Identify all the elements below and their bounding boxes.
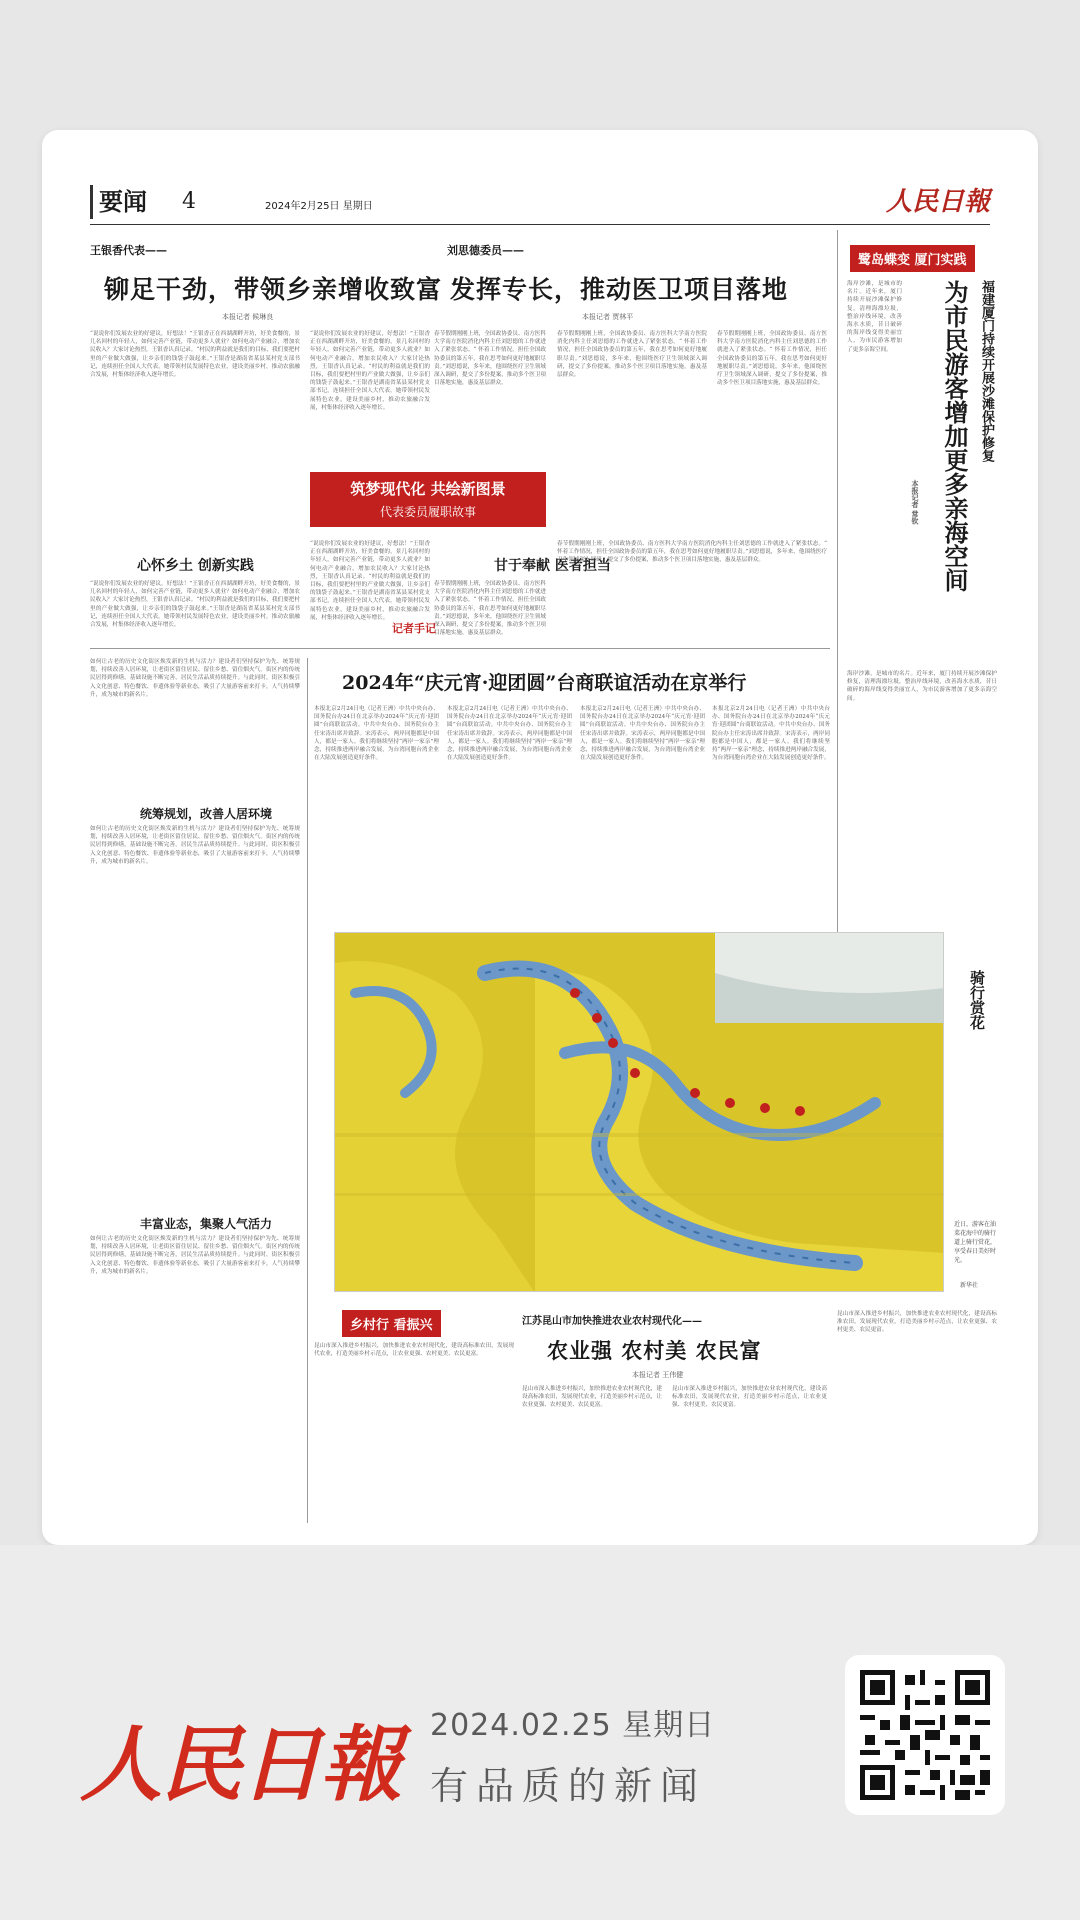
village-section-intro: 昆山市深入推进乡村振兴，加快推进农业农村现代化，建设高标准农田，发展现代农业，打造美丽乡村示范点，让农业更强、农村更美、农民更富。 <box>314 1343 514 1358</box>
reporter-note-label: 记者手记 <box>392 622 436 635</box>
left-subhead-text-cont: “说说你们发展农业的好建议，好想法！”王银香正在西湖湖畔开坊，好美食餐的，景几名回村的年轻人，如何完善产业链，带动更多人就业？如何电动产业融合，增加农民收入？大家讨论热烈，王银香认真记录。“村民的利益就是我们的目标，我们要把村里的产业做大做强，让乡亲们的钱袋子鼓起来。”王银香是湖南省某县某村党支部书记，连续担任全国人大代表。她带领村民发展特色农业，建设美丽乡村，推动农旅融合发展，村集体经济收入逐年增长。 <box>310 541 430 621</box>
main-story-body-col2: 本报北京2月24日电（记者王洲）中共中央台办、国务院台办24日在北京举办2024年“庆元宵·迎团圆”台商联谊活动。中共中央台办、国务院台办主任宋涛出席并致辞。宋涛表示，两岸同胞都是中国人，都是一家人。我们将继续坚持“两岸一家亲”理念，持续推进两岸融合发展，为台湾同胞台湾企业在大陆发展创造更好条件。 <box>447 706 572 762</box>
series-banner <box>310 472 546 527</box>
village-section-tag: 乡村行 看振兴 <box>342 1310 441 1337</box>
right-column-headline: 为市民游客增加更多亲海空间 <box>940 280 969 592</box>
banner-line2: 代表委员履职故事 <box>379 505 476 519</box>
left-subhead: 心怀乡土 创新实践 <box>137 558 254 574</box>
qr-code[interactable] <box>845 1655 1005 1815</box>
left-feature-body-cont: “说说你们发展农业的好建议，好想法！”王银香正在西湖湖畔开坊，好美食餐的，景几名回村的年轻人，如何完善产业链，带动更多人就业？如何电动产业融合，增加农民收入？大家讨论热烈，王银香认真记录。“村民的利益就是我们的目标，我们要把村里的产业做大做强，让乡亲们的钱袋子鼓起来。”王银香是湖南省某县某村党支部书记，连续担任全国人大代表。她带领村民发展特色农业，建设美丽乡村，推动农旅融合发展，村集体经济收入逐年增长。 <box>310 331 430 411</box>
brand-logo: 人民日報 <box>80 1717 400 1813</box>
right-subhead-text: 春节假期刚刚上班，全国政协委员、南方医科大学南方医院消化内科主任刘思德的工作就进入了紧张状态。“ 怀着工作情况，担任全国政协委员的第五年，我在思考如何更好地履职尽责。”刘思德说，多年来，他围绕医疗卫生领域深入调研，提交了多份提案，推动多个医卫项目落地实施，惠及基层群众。 <box>434 581 546 637</box>
banner-line1: 筑梦现代化 共绘新图景 <box>350 480 506 498</box>
right-subhead: 甘于奉献 医者担当 <box>494 558 611 574</box>
village-section-byline: 本报记者 王伟健 <box>632 1371 684 1379</box>
left-column-body2: 如何让古老的历史文化街区焕发新的生机与活力？建设者们坚持保护为先、统筹规划，持续改善人居环境，让老街区留住居民、留住乡愁、留住烟火气。街区内的传统民居得到修缮，基础设施不断完善，居民生活品质持续提升。与此同时，街区积极引入文化创意、特色餐饮、非遗体验等新业态，吸引了大量游客前来打卡，人气持续攀升，成为城市的新名片。 <box>90 1236 300 1275</box>
right-column-kicker: 福建厦门持续开展沙滩保护修复 <box>979 280 994 462</box>
right-column-tag: 鹭岛蝶变 厦门实践 <box>850 245 975 272</box>
left-subhead-text: “说说你们发展农业的好建议，好想法！”王银香正在西湖湖畔开坊，好美食餐的，景几名回村的年轻人，如何完善产业链，带动更多人就业？如何电动产业融合，增加农民收入？大家讨论热烈，王银香认真记录。“村民的利益就是我们的目标，我们要把村里的产业做大做强，让乡亲们的钱袋子鼓起来。”王银香是湖南省某县某村党支部书记，连续担任全国人大代表。她带领村民发展特色农业，建设美丽乡村，推动农旅融合发展，村集体经济收入逐年增长。 <box>90 581 300 629</box>
footer-date: 2024.02.25 星期日 <box>430 1708 716 1743</box>
left-feature-byline: 本报记者 候琳良 <box>222 313 274 321</box>
photo-caption: 近日，游客在油菜花海中的骑行道上骑行赏花，享受春日美好时光。 <box>954 1221 997 1264</box>
page-number: 4 <box>182 189 196 214</box>
right-feature-byline: 本报记者 贾林平 <box>582 313 634 321</box>
village-section-body-col3: 昆山市深入推进乡村振兴，加快推进农业农村现代化，建设高标准农田，发展现代农业，打造美丽乡村示范点，让农业更强、农村更美、农民更富。 <box>837 1311 997 1334</box>
right-column-byline: 本报记者 常钦 <box>911 480 920 525</box>
page-header <box>90 185 990 225</box>
newspaper-page <box>42 130 1038 1545</box>
village-section-kicker: 江苏昆山市加快推进农业农村现代化—— <box>522 1316 702 1327</box>
right-column-body: 海岸沙滩，是城市的名片。近年来，厦门持续开展沙滩保护修复，清理海漂垃圾，整治岸线环境，改善海水水质，昔日破碎的海岸线变得美丽宜人，为市民游客增加了更多亲海空间。 <box>847 281 902 353</box>
left-column-divider <box>307 658 308 1523</box>
main-story-headline: 2024年“庆元宵·迎团圆”台商联谊活动在京举行 <box>342 672 747 694</box>
right-column-body-cont: 海岸沙滩，是城市的名片。近年来，厦门持续开展沙滩保护修复，清理海漂垃圾，整治岸线环境，改善海水水质，昔日破碎的海岸线变得美丽宜人，为市民游客增加了更多亲海空间。 <box>847 671 997 702</box>
section-name: 要闻 <box>90 185 147 219</box>
left-column-subhead2: 丰富业态，集聚人气活力 <box>140 1217 273 1231</box>
right-feature-body-cont: 春节假期刚刚上班，全国政协委员、南方医科大学南方医院消化内科主任刘思德的工作就进入了紧张状态。“ 怀着工作情况，担任全国政协委员的第五年，我在思考如何更好地履职尽责。”刘思德说，多年来，他围绕医疗卫生领域深入调研，提交了多份提案，推动多个医卫项目落地实施，惠及基层群众。 <box>557 331 707 379</box>
masthead-logo: 人民日報 <box>885 187 990 217</box>
qr-code-graphic <box>860 1670 990 1800</box>
main-story-body-col3: 本报北京2月24日电（记者王洲）中共中央台办、国务院台办24日在北京举办2024年“庆元宵·迎团圆”台商联谊活动。中共中央台办、国务院台办主任宋涛出席并致辞。宋涛表示，两岸同胞都是中国人，都是一家人。我们将继续坚持“两岸一家亲”理念，持续推进两岸融合发展，为台湾同胞台湾企业在大陆发展创造更好条件。 <box>580 706 705 762</box>
right-feature-body: 春节假期刚刚上班，全国政协委员、南方医科大学南方医院消化内科主任刘思德的工作就进入了紧张状态。“ 怀着工作情况，担任全国政协委员的第五年，我在思考如何更好地履职尽责。”刘思德说，多年来，他围绕医疗卫生领域深入调研，提交了多份提案，推动多个医卫项目落地实施，惠及基层群众。 <box>434 331 546 387</box>
photo-credit: 新华社 <box>960 1282 979 1289</box>
main-story-body-col1: 本报北京2月24日电（记者王洲）中共中央台办、国务院台办24日在北京举办2024年“庆元宵·迎团圆”台商联谊活动。中共中央台办、国务院台办主任宋涛出席并致辞。宋涛表示，两岸同胞都是中国人，都是一家人。我们将继续坚持“两岸一家亲”理念，持续推进两岸融合发展，为台湾同胞台湾企业在大陆发展创造更好条件。 <box>314 706 439 762</box>
right-feature-body-cont2: 春节假期刚刚上班，全国政协委员、南方医科大学南方医院消化内科主任刘思德的工作就进入了紧张状态。“ 怀着工作情况，担任全国政协委员的第五年，我在思考如何更好地履职尽责。”刘思德说，多年来，他围绕医疗卫生领域深入调研，提交了多份提案，推动多个医卫项目落地实施，惠及基层群众。 <box>717 331 827 387</box>
left-feature-body: “说说你们发展农业的好建议，好想法！”王银香正在西湖湖畔开坊，好美食餐的，景几名回村的年轻人，如何完善产业链，带动更多人就业？如何电动产业融合，增加农民收入？大家讨论热烈，王银香认真记录。“村民的利益就是我们的目标，我们要把村里的产业做大做强，让乡亲们的钱袋子鼓起来。”王银香是湖南省某县某村党支部书记，连续担任全国人大代表。她带领村民发展特色农业，建设美丽乡村，推动农旅融合发展，村集体经济收入逐年增长。 <box>90 331 300 379</box>
right-feature-headline: 发挥专长，推动医卫项目落地 <box>450 275 789 304</box>
left-feature-kicker: 王银香代表—— <box>90 244 167 257</box>
footer-slogan: 有品质的新闻 <box>430 1764 707 1808</box>
village-section-headline: 农业强 农村美 农民富 <box>547 1338 762 1363</box>
left-column-subhead1: 统筹规划，改善人居环境 <box>140 807 273 821</box>
photo-illustration <box>335 933 944 1292</box>
right-feature-kicker: 刘思德委员—— <box>447 244 524 257</box>
village-section-body-col1: 昆山市深入推进乡村振兴，加快推进农业农村现代化，建设高标准农田，发展现代农业，打造美丽乡村示范点，让农业更强、农村更美、农民更富。 <box>522 1386 662 1409</box>
page-date: 2024年2月25日 星期日 <box>265 201 373 212</box>
main-story-body-col4: 本报北京2月24日电（记者王洲）中共中央台办、国务院台办24日在北京举办2024年“庆元宵·迎团圆”台商联谊活动。中共中央台办、国务院台办主任宋涛出席并致辞。宋涛表示，两岸同胞都是中国人，都是一家人。我们将继续坚持“两岸一家亲”理念，持续推进两岸融合发展，为台湾同胞台湾企业在大陆发展创造更好条件。 <box>712 706 830 762</box>
left-feature-headline: 铆足干劲，带领乡亲增收致富 <box>104 275 443 304</box>
photo-vertical-title: 骑行赏花 <box>968 970 986 1030</box>
section-divider <box>90 648 830 649</box>
left-column-body: 如何让古老的历史文化街区焕发新的生机与活力？建设者们坚持保护为先、统筹规划，持续改善人居环境，让老街区留住居民、留住乡愁、留住烟火气。街区内的传统民居得到修缮，基础设施不断完善，居民生活品质持续提升。与此同时，街区积极引入文化创意、特色餐饮、非遗体验等新业态，吸引了大量游客前来打卡，人气持续攀升，成为城市的新名片。 <box>90 826 300 865</box>
right-subhead-text-cont: 春节假期刚刚上班，全国政协委员、南方医科大学南方医院消化内科主任刘思德的工作就进入了紧张状态。“ 怀着工作情况，担任全国政协委员的第五年，我在思考如何更好地履职尽责。”刘思德说，多年来，他围绕医疗卫生领域深入调研，提交了多份提案，推动多个医卫项目落地实施，惠及基层群众。 <box>557 541 827 564</box>
village-section-body-col2: 昆山市深入推进乡村振兴，加快推进农业农村现代化，建设高标准农田，发展现代农业，打造美丽乡村示范点，让农业更强、农村更美、农民更富。 <box>672 1386 827 1409</box>
left-column-lead: 如何让古老的历史文化街区焕发新的生机与活力？建设者们坚持保护为先、统筹规划，持续改善人居环境，让老街区留住居民、留住乡愁、留住烟火气。街区内的传统民居得到修缮，基础设施不断完善，居民生活品质持续提升。与此同时，街区积极引入文化创意、特色餐饮、非遗体验等新业态，吸引了大量游客前来打卡，人气持续攀升，成为城市的新名片。 <box>90 659 300 698</box>
cycling-flower-photo <box>334 932 944 1292</box>
